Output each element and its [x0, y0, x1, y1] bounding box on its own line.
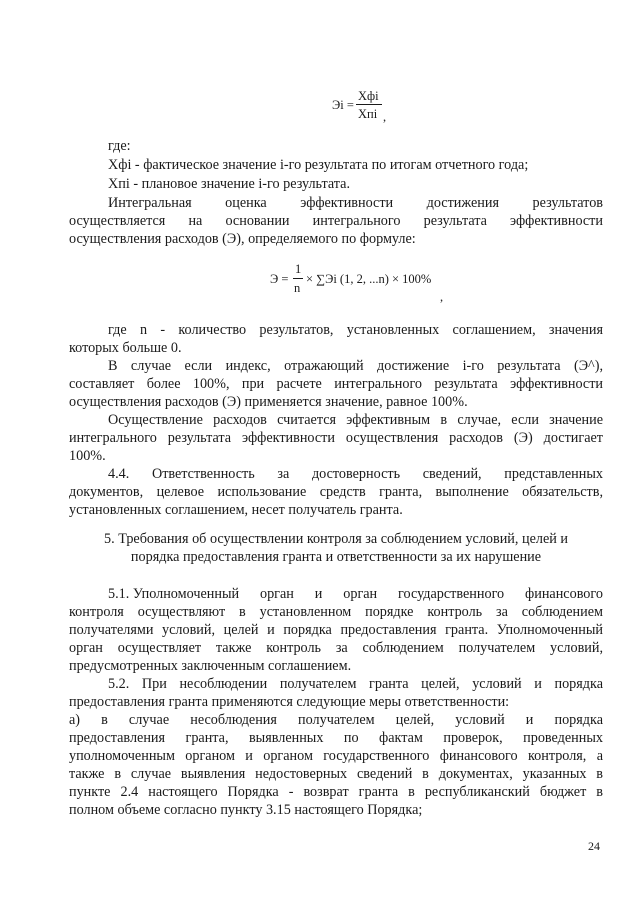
n-para-line2: которых больше 0. [69, 340, 182, 356]
pa-line3: уполномоченным органом и органом государственного финансового контроля, а [69, 748, 603, 764]
word: осуществляется [69, 213, 166, 229]
word: достоверность [311, 466, 401, 482]
word: орган [343, 586, 378, 602]
section5-heading-line2: порядка предоставления гранта и ответственности за их нарушение [130, 549, 542, 565]
pa-line5: пункте 2.4 настоящего Порядка - возврат гранта в республиканский бюджет в [69, 784, 603, 800]
word: представленных [504, 466, 603, 482]
word: 4.4. [108, 466, 130, 482]
formula1-denominator: Xпi [358, 107, 378, 121]
word: эффективности [300, 195, 394, 211]
p51-line5: предусмотренных заключенным соглашением. [69, 658, 352, 674]
word: сведений, [422, 466, 482, 482]
section5-heading-line1: 5. Требования об осуществлении контроля за соблюдением условий, целей и [104, 531, 568, 547]
p52-line1: 5.2. При несоблюдении получателем гранта целей, условий и порядка [108, 676, 603, 692]
index-para-line1: В случае если индекс, отражающий достижение i-го результата (Э^), [108, 358, 603, 374]
p44-line1 [108, 466, 603, 483]
effective-para-line3: 100%. [69, 448, 106, 464]
definition-fact: Xфi - фактическое значение i-го результата по итогам отчетного года; [108, 157, 529, 173]
word: государственного [398, 586, 505, 602]
formula2-lhs: Э = [270, 272, 289, 286]
formula2-fraction-bar [293, 278, 303, 279]
formula1-fraction-bar [356, 104, 382, 105]
word: результатов [532, 195, 603, 211]
formula2-trail: , [440, 290, 444, 304]
word: основании [225, 213, 290, 229]
p51-line4: орган осуществляет также контроль за соблюдением получателем условий, [69, 640, 603, 656]
p51-line3: получателями условий, целей и порядка предоставления гранта. Уполномоченный [69, 622, 603, 638]
pa-line1: а) в случае несоблюдения получателем целей, условий и порядка [69, 712, 603, 728]
pa-line2: предоставления гранта, выявленных по фактам проверок, проведенных [69, 730, 603, 746]
word: Интегральная [108, 195, 192, 211]
integral-para-line1 [108, 195, 603, 212]
p51-line2: контроля осуществляют в установленном порядке контроль за соблюдением [69, 604, 603, 620]
formula1-lhs: Эi = [332, 98, 354, 112]
formula1-trail: , [383, 110, 387, 124]
word: Ответственность [151, 466, 255, 482]
word: орган [259, 586, 294, 602]
word: интегрального [312, 213, 401, 229]
formula2-num: 1 [295, 262, 302, 276]
p44-line3: установленных соглашением, несет получатель гранта. [69, 502, 403, 518]
word: оценка [225, 195, 267, 211]
word: за [277, 466, 290, 482]
page-number: 24 [588, 839, 600, 853]
word: на [188, 213, 203, 229]
formula1-numerator: Xфi [358, 89, 379, 103]
effective-para-line1: Осуществление расходов считается эффективным в случае, если значение [108, 412, 603, 428]
formula2-den: n [294, 281, 301, 295]
word: результата [423, 213, 487, 229]
word: достижения [426, 195, 500, 211]
index-para-line3: осуществления расходов (Э) применяется значение, равное 100%. [69, 394, 468, 410]
integral-para-line3: осуществления расходов (Э), определяемого по формуле: [69, 231, 416, 247]
n-para-line1: где n - количество результатов, установленных соглашением, значения [108, 322, 603, 338]
effective-para-line2: интегрального результата эффективности осуществления расходов (Э) достигает [69, 430, 603, 446]
integral-para-line2 [69, 213, 603, 230]
word: 5.1. Уполномоченный [108, 586, 240, 602]
p44-line2: документов, целевое использование средств гранта, выполнение обязательств, [69, 484, 603, 500]
pa-line4: также в случае выявления недостоверных сведений в документах, указанных в [69, 766, 603, 782]
pa-line6: полном объеме согласно пункту 3.15 настоящего Порядка; [69, 802, 423, 818]
p51-line1 [108, 586, 603, 603]
word: и [314, 586, 323, 602]
definition-plan: Xпi - плановое значение i-го результата. [108, 176, 350, 192]
index-para-line2: составляет более 100%, при расчете интегрального результата эффективности [69, 376, 603, 392]
p52-line2: предоставления гранта применяются следующие меры ответственности: [69, 694, 510, 710]
where-label: где: [108, 138, 131, 154]
formula2-rest: × ∑Эi (1, 2, ...n) × 100% [306, 272, 432, 286]
word: эффективности [510, 213, 603, 229]
word: финансового [525, 586, 603, 602]
